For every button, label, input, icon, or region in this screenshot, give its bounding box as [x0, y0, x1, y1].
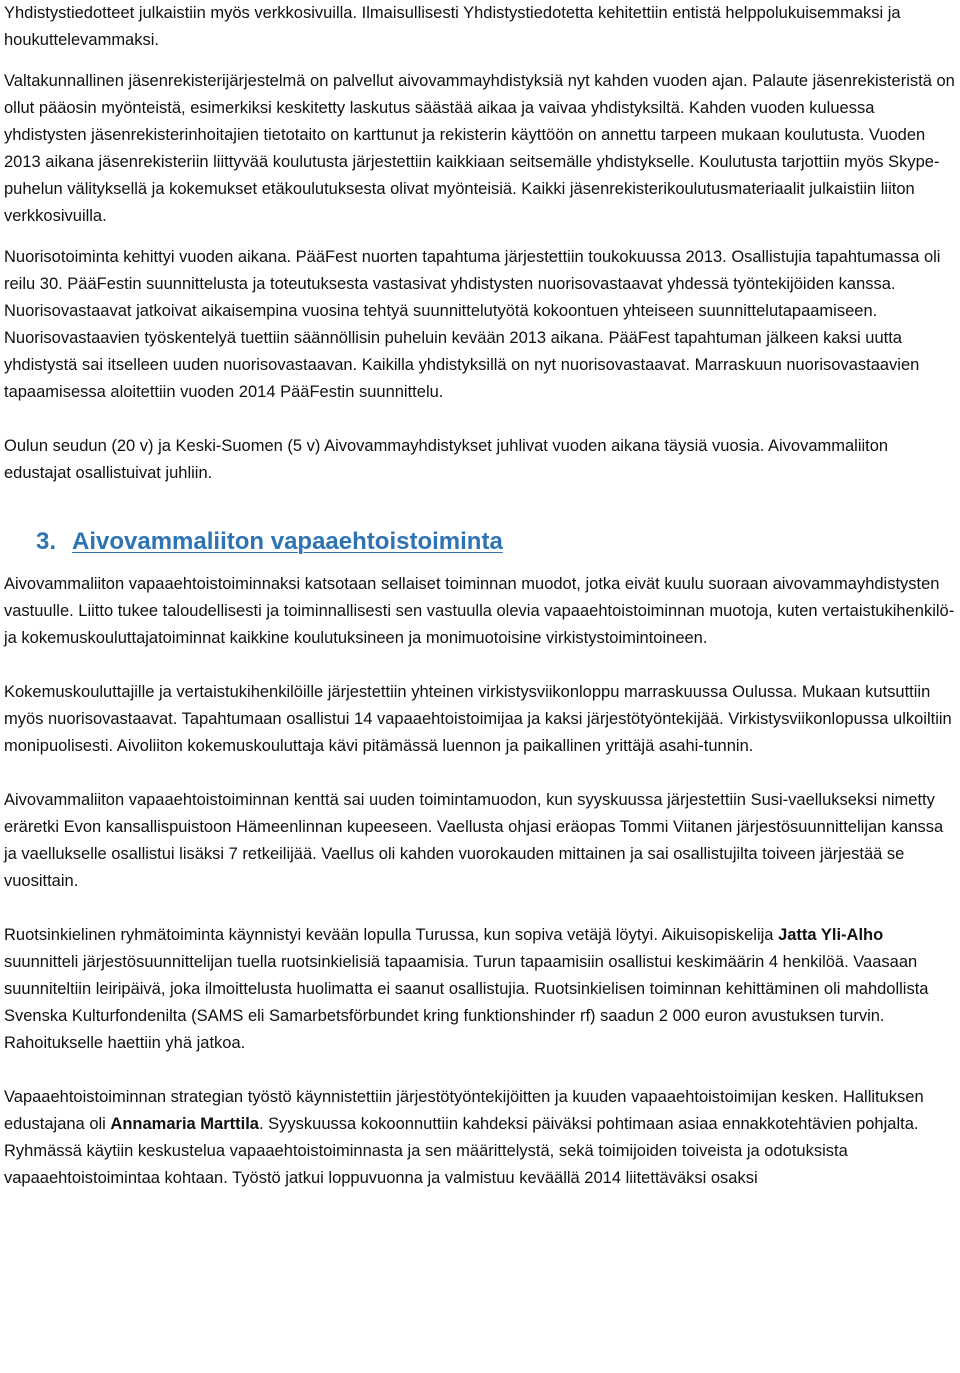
paragraph-strategy [4, 1084, 958, 1192]
text-segment: Vapaaehtoistoiminnan strategian työstö käynnistettiin järjestötyöntekijöitten ja kuuden vapaaehtoistoimijan kesken. Hallituksen edustajana oli [4, 1088, 924, 1133]
paragraph-volunteer-definition: Aivovammaliiton vapaaehtoistoiminnaksi katsotaan sellaiset toiminnan muodot, jotka eivät kuulu suoraan aivovammayhdistysten vastuulle. Liitto tukee taloudellisesti ja toiminnallisesti sen vastuulla olevia vapaaehtoistoiminnan muotoja, kuten vertaistukihenkilö- ja kokemuskouluttajatoiminnat kaikkine koulutuksineen ja monimuotoisine virkistystoimintoineen. [4, 575, 955, 647]
section-number: 3. [36, 528, 57, 555]
paragraph-recreation-weekend: Kokemuskouluttajille ja vertaistukihenkilöille järjestettiin yhteinen virkistysviikonloppu marraskuussa Oulussa. Mukaan kutsuttiin myös nuorisovastaavat. Tapahtumaan osallistui 14 vapaaehtoistoimijaa ja kaksi järjestötyöntekijää. Virkistysviikonlopussa ulkoiltiin monipuolisesti. Aivoliiton kokemuskouluttaja kävi pitämässä luennon ja paikallinen yrittäjä asahi-tunnin. [4, 683, 952, 755]
text-segment: . Syyskuussa kokoonnuttiin kahdeksi päiväksi pohtimaan asiaa ennakkotehtävien pohjalta. Ryhmässä käytiin keskustelua vapaaehtoistoiminnasta ja sen määrittelystä, sekä toimijoiden toiveista ja odotuksista vapaaehtoistoimintaa kohtaan. Työstö jatkui loppuvuonna ja valmistuu keväällä 2014 liitettäväksi osaksi [4, 1115, 919, 1187]
paragraph-hiking-trip: Aivovammaliiton vapaaehtoistoiminnan kenttä sai uuden toimintamuodon, kun syyskuussa järjestettiin Susi-vaellukseksi nimetty eräretki Evon kansallispuistoon Hämeenlinnan kupeeseen. Vaellusta ohjasi eräopas Tommi Viitanen järjestösuunnittelijan kanssa ja vaellukselle osallistui lisäksi 7 retkeilijää. Vaellus oli kahden vuorokauden mittainen ja sai osallistujilta toiveen järjestää se vuosittain. [4, 791, 944, 890]
paragraph-swedish-groups [4, 922, 958, 1057]
bold-name: Jatta Yli-Alho [778, 926, 884, 944]
paragraph-member-registry: Valtakunnallinen jäsenrekisterijärjestelmä on palvellut aivovammayhdistyksiä nyt kahden vuoden ajan. Palaute jäsenrekisteristä on ollut pääosin myönteistä, esimerkiksi keskitetty laskutus säästää aikaa ja vaivaa yhdistyksiltä. Kahden vuoden kuluessa yhdistysten jäsenrekisterinhoitajien tietotaito on karttunut ja rekisterin käyttöön on annettu tarpeen mukaan koulutusta. Vuoden 2013 aikana jäsenrekisteriin liittyvää koulutusta järjestettiin kaikkiaan seitsemälle yhdistykselle. Koulutusta tarjottiin myös Skype-puhelun välityksellä ja kokemukset etäkoulutuksesta olivat myönteisiä. Kaikki jäsenrekisterikoulutusmateriaalit julkaistiin liiton verkkosivuilla. [4, 72, 955, 225]
text-segment: suunnitteli järjestösuunnittelijan tuella ruotsinkielisiä tapaamisia. Turun tapaamisiin osallistui keskimäärin 4 henkilöä. Vaasaan suunniteltiin leiripäivä, joka ilmoittelusta huolimatta ei saanut osallistujia. Ruotsinkielisen toiminnan kehittäminen oli mahdollista Svenska Kulturfondenilta (SAMS eli Samarbetsförbundet kring funktionshinder rf) saadun 2 000 euron avustuksen turvin. Rahoitukselle haettiin yhä jatkoa. [4, 953, 929, 1052]
paragraph-anniversaries: Oulun seudun (20 v) ja Keski-Suomen (5 v) Aivovammayhdistykset juhlivat vuoden aikana täysiä vuosia. Aivovammaliiton edustajat osallistuivat juhliin. [4, 437, 889, 482]
text-segment: Ruotsinkielinen ryhmätoiminta käynnistyi kevään lopulla Turussa, kun sopiva vetäjä löytyi. Aikuisopiskelija [4, 926, 779, 944]
section-heading [4, 527, 958, 557]
bold-name: Annamaria Marttila [110, 1115, 259, 1133]
section-title: Aivovammaliiton vapaaehtoistoiminta [72, 528, 503, 555]
paragraph-newsletter: Yhdistystiedotteet julkaistiin myös verkkosivuilla. Ilmaisullisesti Yhdistystiedotetta kehitettiin entistä helppolukuisemmaksi ja houkuttelevammaksi. [4, 4, 901, 49]
paragraph-youth-activity: Nuorisotoiminta kehittyi vuoden aikana. PääFest nuorten tapahtuma järjestettiin toukokuussa 2013. Osallistujia tapahtumassa oli reilu 30. PääFestin suunnittelusta ja toteutuksesta vastasivat yhdistysten nuorisovastaavat yhdessä työntekijöiden kanssa. Nuorisovastaavat jatkoivat aikaisempina vuosina tehtyä suunnittelutyötä kokoontuen yhteiseen suunnittelutapaamiseen. Nuorisovastaavien työskentelyä tuettiin säännöllisin puheluin kevään 2013 aikana. PääFest tapahtuman jälkeen kaksi uutta yhdistystä sai itselleen uuden nuorisovastaavan. Kaikilla yhdistyksillä on nyt nuorisovastaavat. Marraskuun nuorisovastaavien tapaamisessa aloitettiin vuoden 2014 PääFestin suunnittelu. [4, 248, 941, 401]
document-page [4, 0, 958, 1192]
